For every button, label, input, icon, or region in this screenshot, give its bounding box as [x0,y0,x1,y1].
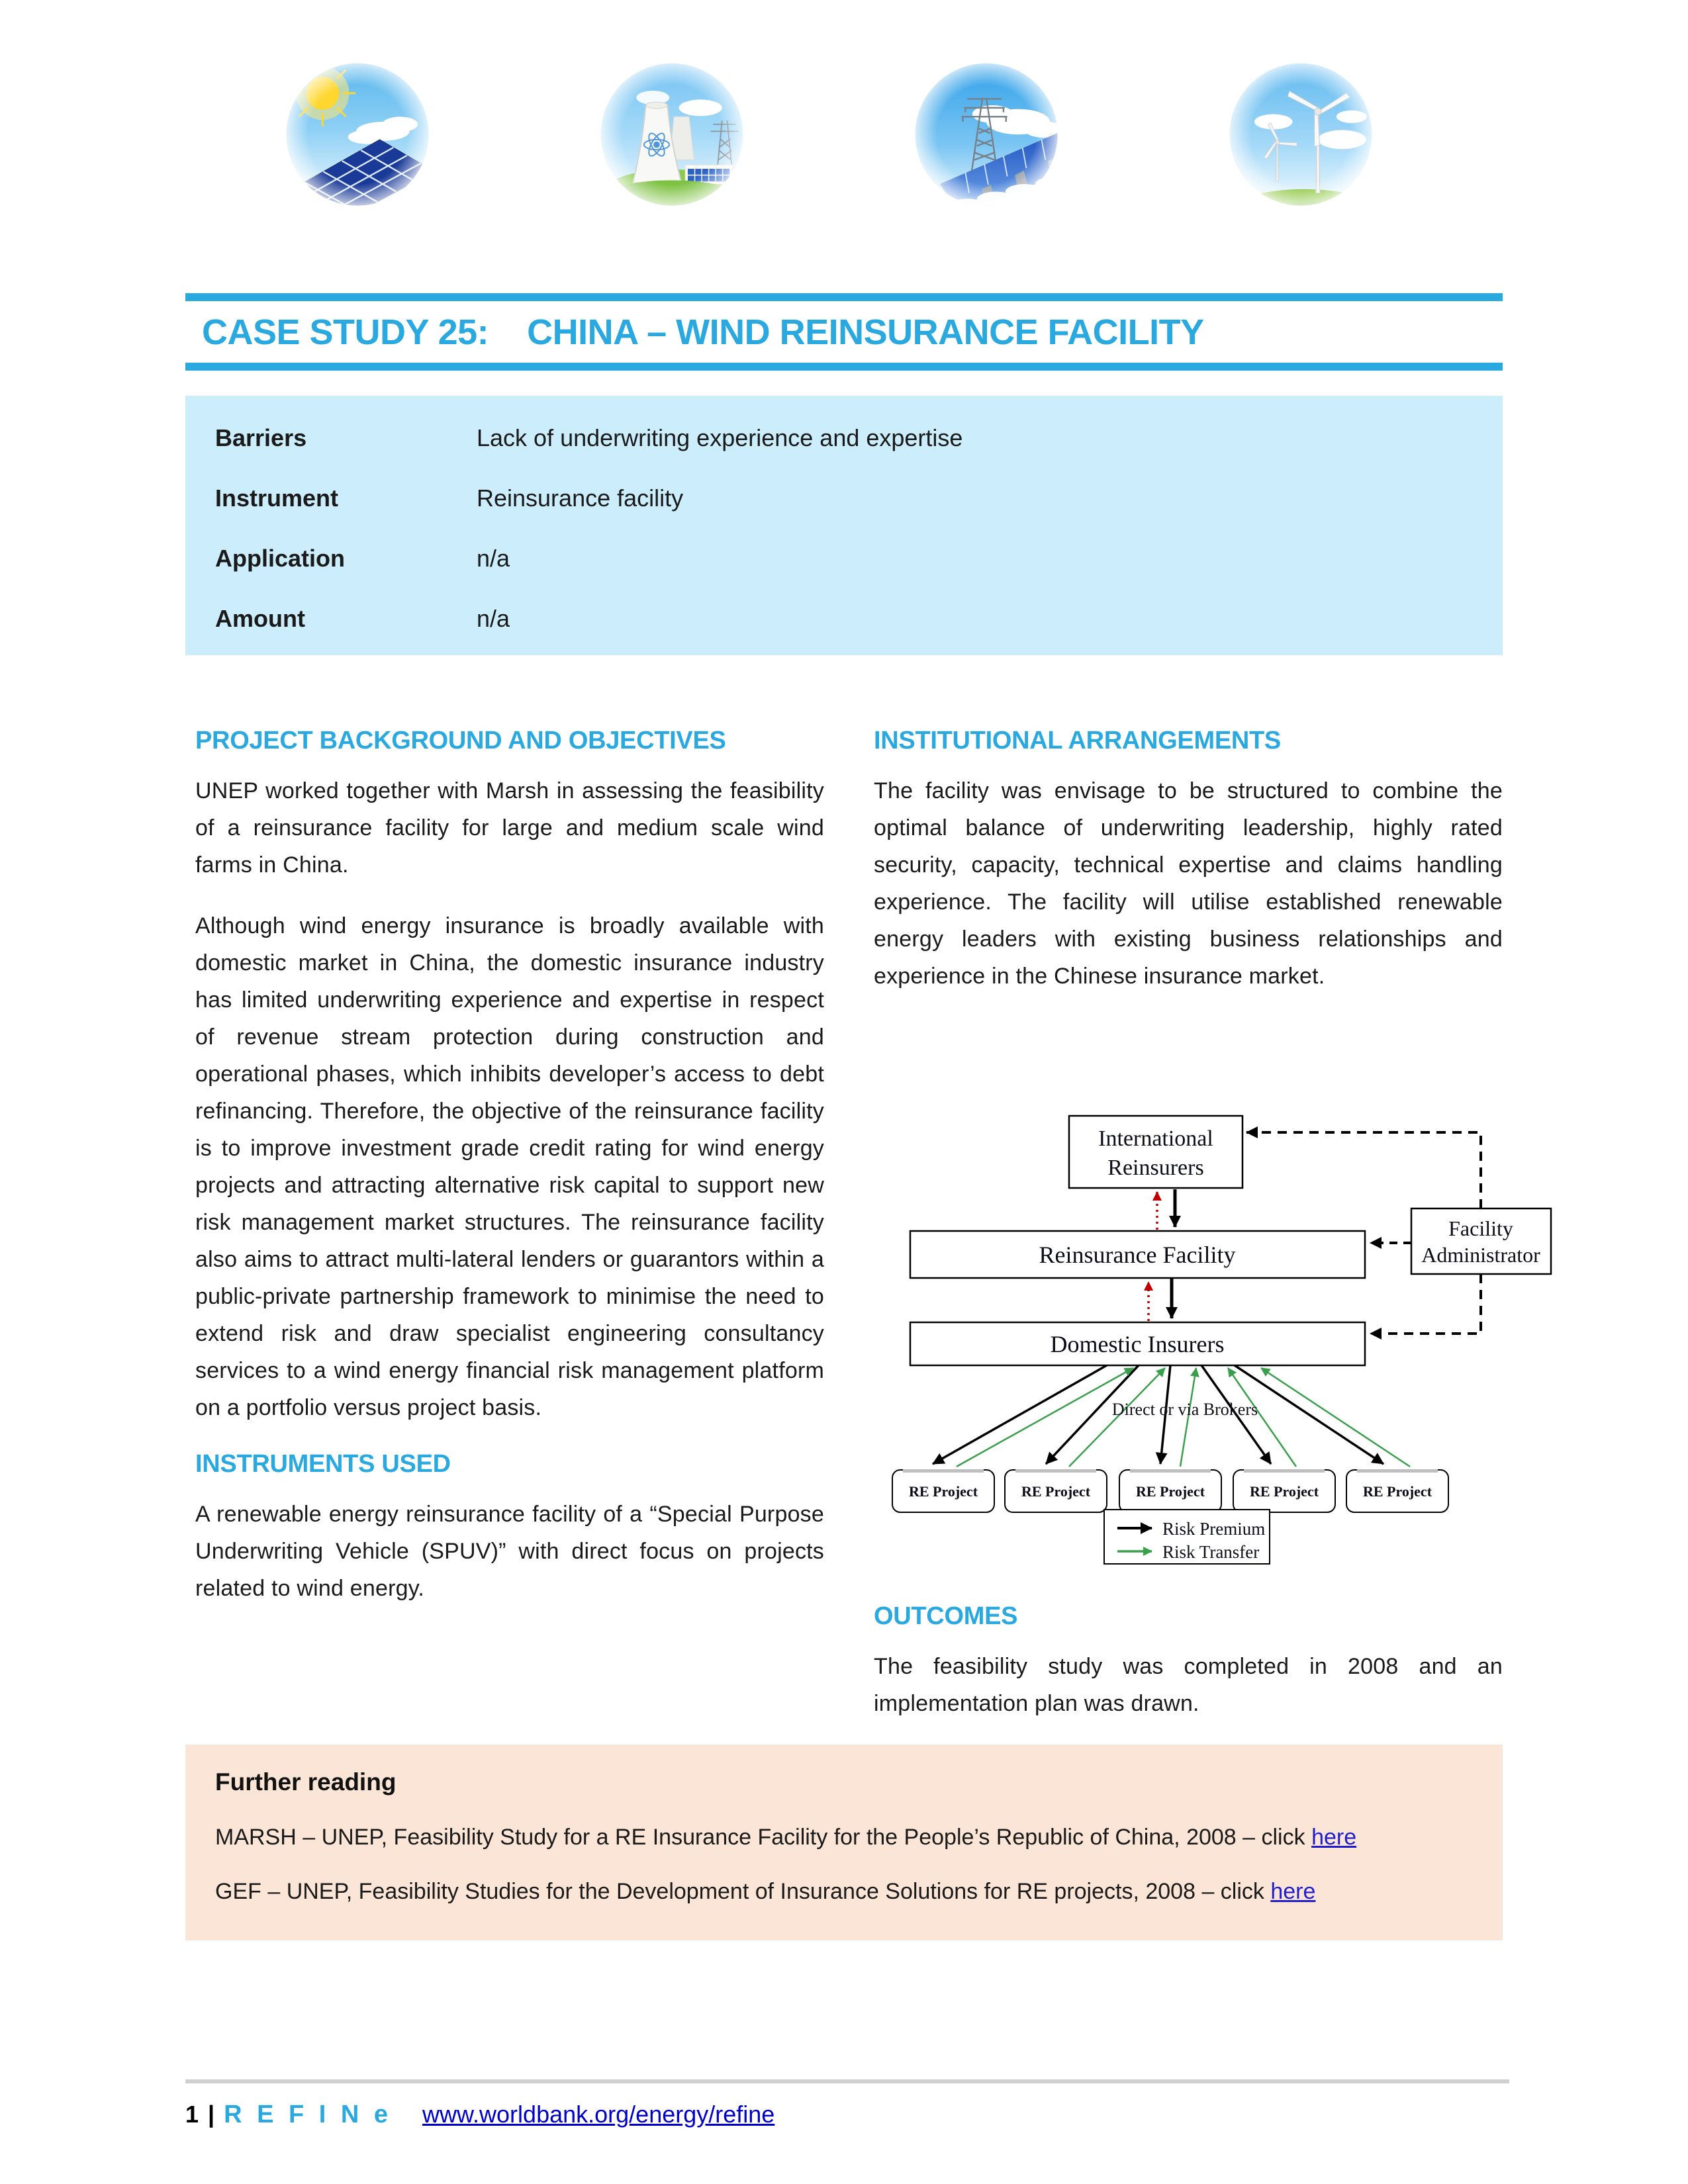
section-heading-instruments-used: INSTRUMENTS USED [195,1450,451,1478]
re-project-box [1346,1470,1448,1512]
paragraph: A renewable energy reinsurance facility of a “Special Purpose Underwriting Vehicle (SPUV)” with direct focus on projects related to wind energy. [195,1502,824,1601]
svg-text:RE Project: RE Project [1135,1483,1205,1500]
page-footer [185,2079,1509,2129]
sun-and-solar-panel-image [278,58,437,217]
reading-link-marsh-unep[interactable]: here [1311,1825,1357,1850]
brokers-label: Direct or via Brokers [1111,1400,1258,1419]
section-heading-project-background: PROJECT BACKGROUND AND OBJECTIVES [195,727,726,754]
row-label: Amount [215,604,305,632]
section-heading-outcomes: OUTCOMES [874,1602,1018,1630]
header-images [278,58,1380,217]
reading-item [215,1823,1473,1852]
re-project-box [1233,1470,1335,1512]
left-column [195,727,824,1631]
case-study-subject: CHINA – WIND REINSURANCE FACILITY [527,312,1204,352]
re-project-boxes [892,1470,1448,1512]
reading-item-text: MARSH – UNEP, Feasibility Study for a RE Insurance Facility for the People’s Republic of China, 2008 – click [215,1825,1312,1850]
hydro-dam-and-power-line-image [907,58,1066,217]
table-row [215,528,1503,588]
body-columns [185,727,1540,1722]
page-title [185,310,1503,355]
institutional-arrangements-diagram [874,1101,1575,1570]
svg-text:Reinsurers: Reinsurers [1107,1156,1204,1180]
reading-item-text: GEF – UNEP, Feasibility Studies for the Development of Insurance Solutions for RE projects, 2008 – click [215,1879,1271,1904]
admin-to-international-connector [1246,1132,1481,1208]
svg-text:RE Project: RE Project [1362,1483,1432,1500]
international-reinsurers-label: International [1098,1126,1213,1151]
reinsurance-facility-label: Reinsurance Facility [1039,1242,1236,1268]
section-heading-institutional-arrangements: INSTITUTIONAL ARRANGEMENTS [874,727,1281,754]
nuclear-power-plant-image [592,58,751,217]
risk-transfer-legend-label: Risk Transfer [1162,1542,1260,1562]
svg-text:RE Project: RE Project [1021,1483,1091,1500]
table-row [215,588,1503,649]
risk-premium-legend-label: Risk Premium [1162,1519,1266,1539]
paragraph: The facility was envisage to be structured to combine the optimal balance of underwriting leadership, highly rated security, capacity, technical expertise and claims handling experience. The facility will utilise established renewable energy leaders with existing business relationships and experience in the Chinese insurance market. [874,778,1503,989]
row-label: Barriers [215,424,307,451]
footer-divider [185,2079,1509,2083]
case-study-number: CASE STUDY 25: [202,312,489,352]
row-label: Instrument [215,484,339,512]
title-rule-bottom [185,363,1503,371]
domestic-insurers-label: Domestic Insurers [1050,1331,1225,1357]
svg-text:RE Project: RE Project [1249,1483,1319,1500]
table-row [215,468,1503,528]
further-reading-box [185,1745,1503,1940]
paragraph: Although wind energy insurance is broadly available with domestic market in China, the domestic insurance industry has limited underwriting experience and expertise in respect of revenue stream protection during construction and operational phases, which inhibits developer’s access to debt refinancing. Therefore, the objective of the reinsurance facility is to improve investment grade credit rating for wind energy projects and attracting alternative risk capital to support new risk management market structures. The reinsurance facility also aims to attract multi-lateral lenders or guarantors within a public-private partnership framework to minimise the need to extend risk and draw specialist engineering consultancy services to a wind energy financial risk management platform on a portfolio versus project basis. [195,913,824,1420]
re-project-box [1119,1470,1221,1512]
table-row [215,408,1503,468]
paragraph: UNEP worked together with Marsh in assessing the feasibility of a reinsurance facility for large and medium scale wind farms in China. [195,778,824,878]
row-label: Application [215,544,345,572]
further-reading-title: Further reading [215,1768,397,1796]
page-number: 1 [185,2101,199,2128]
re-project-box [892,1470,994,1512]
svg-text:Administrator: Administrator [1421,1243,1540,1267]
diagram-legend [1104,1510,1270,1564]
wind-turbines-image [1221,58,1380,217]
paragraph: The feasibility study was completed in 2008 and an implementation plan was drawn. [874,1654,1503,1716]
row-value: Reinsurance facility [477,484,684,512]
row-value: n/a [477,544,510,572]
right-column [874,727,1540,1722]
title-band [185,293,1503,371]
svg-text:RE Project: RE Project [908,1483,978,1500]
row-value: n/a [477,604,510,632]
reading-item [215,1877,1473,1906]
summary-table [185,396,1503,655]
row-value: Lack of underwriting experience and expertise [477,424,963,451]
footer-url-link[interactable]: www.worldbank.org/energy/refine [422,2101,775,2128]
title-rule-top [185,293,1503,301]
re-project-box [1005,1470,1107,1512]
footer-separator: | [208,2101,215,2128]
page-content [185,0,1540,1940]
reading-link-gef-unep[interactable]: here [1270,1879,1316,1904]
admin-to-domestic-connector [1370,1274,1481,1334]
facility-administrator-label: Facility [1448,1216,1513,1240]
refine-brand: R E F I N e [224,2101,393,2128]
